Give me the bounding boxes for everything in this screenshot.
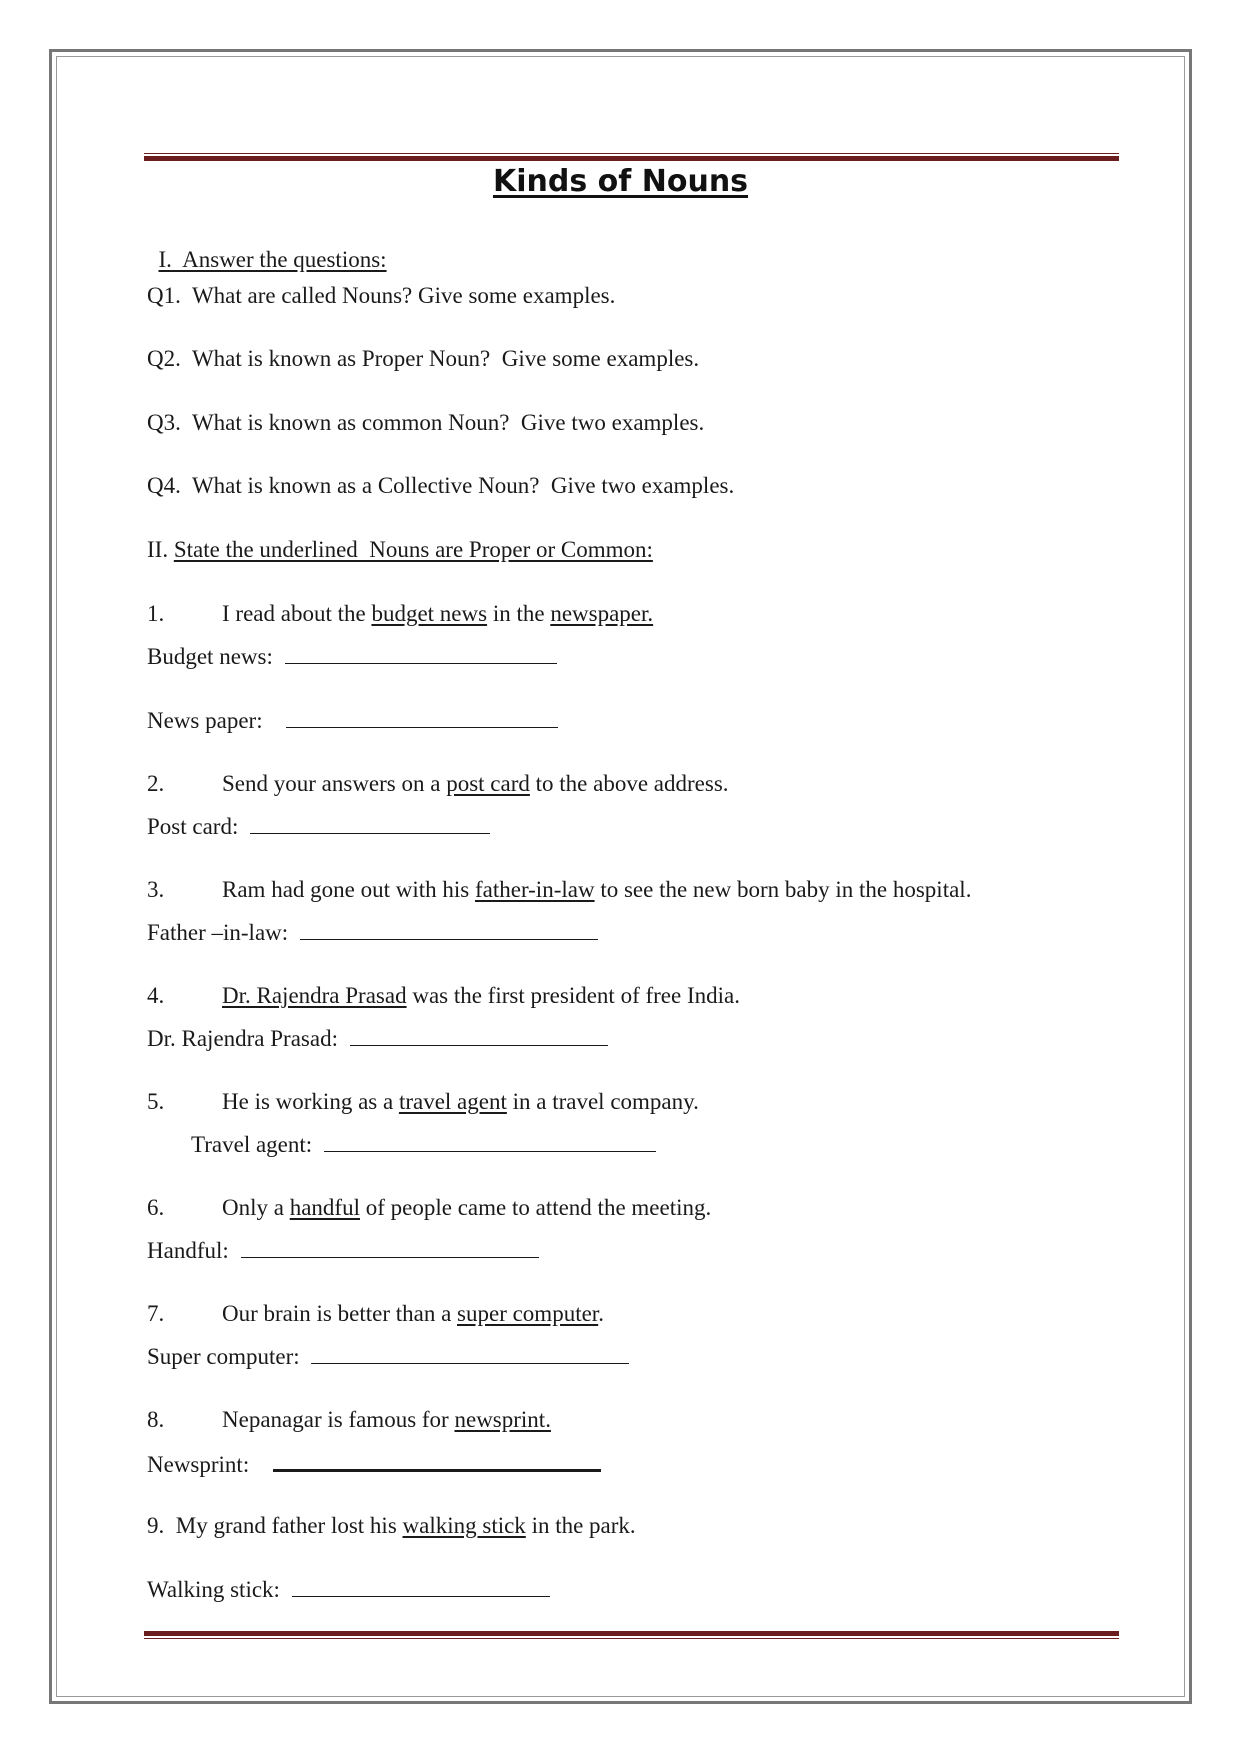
exercise-item-4: 4. Dr. Rajendra Prasad was the first president of free India.: [147, 983, 740, 1008]
answer-blank[interactable]: [241, 1237, 539, 1258]
answer-blank[interactable]: [300, 919, 598, 940]
answer-line-post-card: Post card:: [147, 813, 490, 841]
exercise-item-9: 9. My grand father lost his walking stick in the park.: [147, 1513, 636, 1538]
top-rule: [144, 153, 1119, 161]
answer-line-dr-rajendra-prasad: Dr. Rajendra Prasad:: [147, 1025, 608, 1053]
answer-line-father-in-law: Father –in-law:: [147, 919, 598, 947]
answer-line-handful: Handful:: [147, 1237, 539, 1265]
exercise-item-2: 2. Send your answers on a post card to the above address.: [147, 771, 729, 796]
answer-blank[interactable]: [350, 1025, 608, 1046]
exercise-item-3: 3. Ram had gone out with his father-in-law to see the new born baby in the hospital.: [147, 877, 972, 902]
question-1: Q1. What are called Nouns? Give some examples.: [147, 283, 616, 308]
answer-line-news-paper: News paper:: [147, 707, 558, 735]
answer-blank[interactable]: [286, 707, 558, 728]
answer-line-newsprint: Newsprint:: [147, 1449, 601, 1479]
page-title: Kinds of Nouns: [492, 164, 749, 199]
exercise-item-1: 1. I read about the budget news in the newspaper.: [147, 601, 654, 626]
answer-blank[interactable]: [285, 643, 557, 664]
question-3: Q3. What is known as common Noun? Give two examples.: [147, 410, 705, 435]
section-2-heading: II. State the underlined Nouns are Proper or Common:: [147, 537, 653, 562]
question-4: Q4. What is known as a Collective Noun? Give two examples.: [147, 473, 735, 498]
bottom-rule: [144, 1631, 1119, 1639]
answer-blank[interactable]: [311, 1343, 629, 1364]
answer-line-budget-news: Budget news:: [147, 643, 557, 671]
answer-line-super-computer: Super computer:: [147, 1343, 629, 1371]
exercise-item-6: 6. Only a handful of people came to attend the meeting.: [147, 1195, 712, 1220]
answer-blank[interactable]: [292, 1576, 550, 1597]
answer-blank[interactable]: [273, 1449, 601, 1472]
answer-blank[interactable]: [250, 813, 490, 834]
answer-line-travel-agent: Travel agent:: [191, 1131, 656, 1159]
exercise-item-8: 8. Nepanagar is famous for newsprint.: [147, 1407, 551, 1432]
question-2: Q2. What is known as Proper Noun? Give some examples.: [147, 346, 700, 371]
answer-blank[interactable]: [324, 1131, 656, 1152]
exercise-item-5: 5. He is working as a travel agent in a travel company.: [147, 1089, 699, 1114]
answer-line-walking-stick: Walking stick:: [147, 1576, 550, 1604]
exercise-item-7: 7. Our brain is better than a super computer.: [147, 1301, 604, 1326]
section-1-heading: I. Answer the questions:: [158, 247, 387, 272]
